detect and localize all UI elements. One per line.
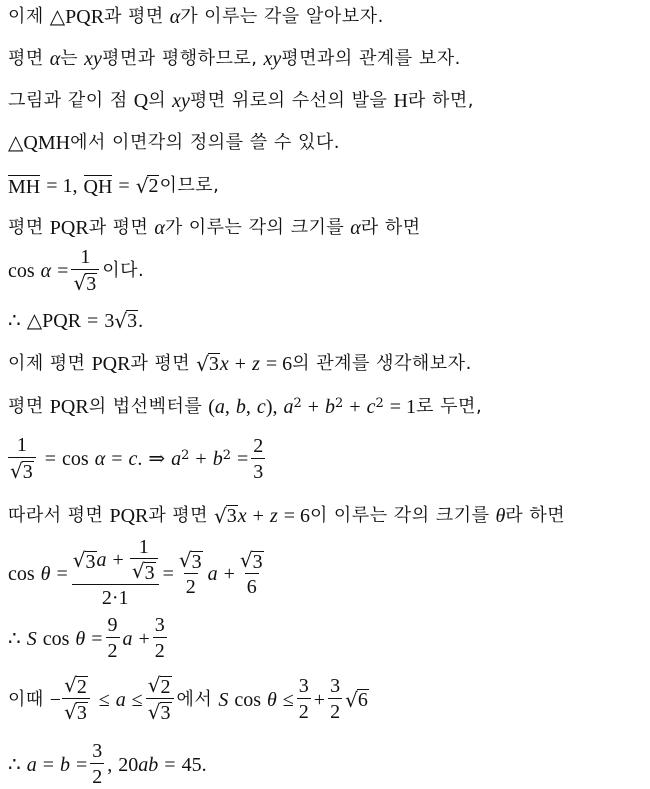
segment-mh: MH: [8, 176, 41, 198]
line-7: cos α = 1 √ 3 이다.: [8, 246, 145, 295]
big-fraction: √ 3 a + 1 √ 3 2·1: [71, 537, 160, 610]
line-10: 평면 PQR 의 법선벡터를 ( a , b , c ) , a $^2$ + b $^2$ + c $^2$ = 1 로 두면,: [8, 396, 483, 418]
line-2: 평면 α 는 xy 평면과 평행하므로, xy 평면과의 관계를 보자.: [8, 48, 461, 70]
line-15: 이때 − √ 2 √ 3 ≤ a ≤ √ 2 √ 3 에서 S cos θ ≤ $\frac{3}{2}$ + $\frac{3}{2}$ √ 6: [8, 673, 368, 724]
line-9: 이제 평면 PQR 과 평면 √ 3 x + z = 6 의 관계를 생각해보자.: [8, 352, 472, 376]
line-1: 이제 △ PQR 과 평면 α 가 이루는 각을 알아보자.: [8, 6, 384, 28]
line-3: 그림과 같이 점 Q 의 xy 평면 위로의 수선의 발을 H 라 하면,: [8, 90, 474, 112]
line-13: cos θ = √ 3 a + 1 √ 3 2·1 = √ 3 2 a + √ 3 6: [8, 536, 263, 609]
fraction-1-over-sqrt3: 1 √ 3: [71, 246, 99, 296]
line-16: ∴ a = b = $\frac{3}{2}$ , 20 ab = 45.: [8, 740, 207, 788]
line-5: MH = 1, QH = √ 2 이므로,: [8, 174, 220, 198]
line-12: 따라서 평면 PQR 과 평면 √ 3 x + z = 6 이 이루는 각의 크기를 θ 라 하면: [8, 504, 566, 528]
segment-qh: QH: [83, 176, 113, 198]
line-4: △ QMH 에서 이면각의 정의를 쓸 수 있다.: [8, 132, 340, 154]
line-8: ∴ △ PQR = 3 √ 3 .: [8, 309, 144, 333]
sqrt-2: √ 2: [135, 174, 159, 198]
line-11: 1 √ 3 = cos α = c . ⇒ a $^2$ + b $^2$ = $\frac{2}{3}$: [10, 434, 264, 483]
line-6: 평면 PQR 과 평면 α 가 이루는 각의 크기를 α 라 하면: [8, 217, 421, 239]
line-14: ∴ S cos θ = $\frac{9}{2}$ a + $\frac{3}{2}$: [8, 614, 165, 662]
sqrt-3: √ 3: [114, 309, 138, 333]
